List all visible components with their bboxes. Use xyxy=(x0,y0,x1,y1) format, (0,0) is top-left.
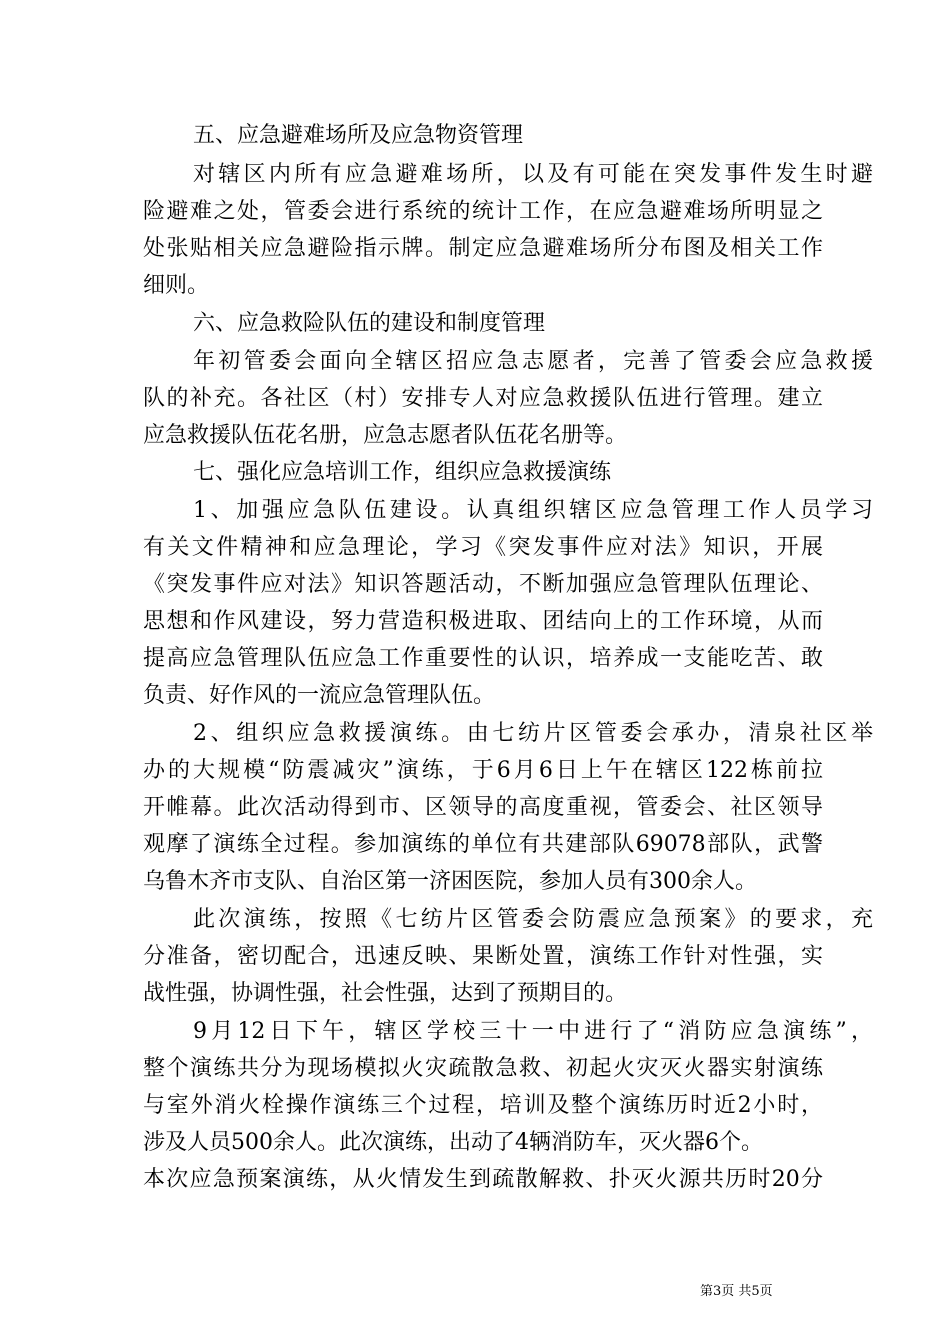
paragraph-line: 细则。 xyxy=(143,273,210,298)
paragraph-line: 观摩了演练全过程。参加演练的单位有共建部队69078部队，武警 xyxy=(143,832,823,857)
paragraph-line: 乌鲁木齐市支队、自治区第一济困医院，参加人员有300余人。 xyxy=(143,869,757,894)
paragraph-line: 有关文件精神和应急理论，学习《突发事件应对法》知识，开展 xyxy=(143,535,823,560)
paragraph-line: 整个演练共分为现场模拟火灾疏散急救、初起火灾灭火器实射演练 xyxy=(143,1056,823,1081)
paragraph-line: 1、加强应急队伍建设。认真组织辖区应急管理工作人员学习 xyxy=(193,498,873,523)
paragraph-line: 分准备，密切配合，迅速反映、果断处置，演练工作针对性强，实 xyxy=(143,944,823,969)
paragraph-line: 负责、好作风的一流应急管理队伍。 xyxy=(143,683,496,708)
section-heading-6: 六、应急救险队伍的建设和制度管理 xyxy=(193,311,546,336)
paragraph-line: 对辖区内所有应急避难场所，以及有可能在突发事件发生时避 xyxy=(193,162,873,187)
paragraph-line: 此次演练，按照《七纺片区管委会防震应急预案》的要求，充 xyxy=(193,907,873,932)
paragraph-line: 2、组织应急救援演练。由七纺片区管委会承办，清泉社区举 xyxy=(193,721,873,746)
paragraph-line: 涉及人员500余人。此次演练，出动了4辆消防车，灭火器6个。 xyxy=(143,1130,763,1155)
paragraph-line: 本次应急预案演练，从火情发生到疏散解救、扑灭火源共历时20分 xyxy=(143,1167,823,1192)
section-heading-7: 七、强化应急培训工作，组织应急救援演练 xyxy=(193,460,612,485)
paragraph-line: 思想和作风建设，努力营造积极进取、团结向上的工作环境，从而 xyxy=(143,609,823,634)
paragraph-line: 战性强，协调性强，社会性强，达到了预期目的。 xyxy=(143,981,628,1006)
paragraph-line: 与室外消火栓操作演练三个过程，培训及整个演练历时近2小时， xyxy=(143,1093,823,1118)
paragraph-line: 办的大规模“防震减灾”演练，于6月6日上午在辖区122栋前拉 xyxy=(143,758,823,783)
paragraph-line: 开帷幕。此次活动得到市、区领导的高度重视，管委会、社区领导 xyxy=(143,795,823,820)
paragraph-line: 年初管委会面向全辖区招应急志愿者，完善了管委会应急救援 xyxy=(193,349,873,374)
paragraph-line: 险避难之处，管委会进行系统的统计工作，在应急避难场所明显之 xyxy=(143,199,823,224)
page-number: 第3页 共5页 xyxy=(700,1284,773,1299)
paragraph-line: 提高应急管理队伍应急工作重要性的认识，培养成一支能吃苦、敢 xyxy=(143,646,823,671)
paragraph-line: 队的补充。各社区（村）安排专人对应急救援队伍进行管理。建立 xyxy=(143,386,823,411)
paragraph-line: 应急救援队伍花名册，应急志愿者队伍花名册等。 xyxy=(143,423,628,448)
paragraph-line: 9月12日下午，辖区学校三十一中进行了“消防应急演练”， xyxy=(193,1019,873,1044)
section-heading-5: 五、应急避难场所及应急物资管理 xyxy=(193,123,524,148)
paragraph-line: 《突发事件应对法》知识答题活动，不断加强应急管理队伍理论、 xyxy=(143,572,823,597)
paragraph-line: 处张贴相关应急避险指示牌。制定应急避难场所分布图及相关工作 xyxy=(143,236,823,261)
